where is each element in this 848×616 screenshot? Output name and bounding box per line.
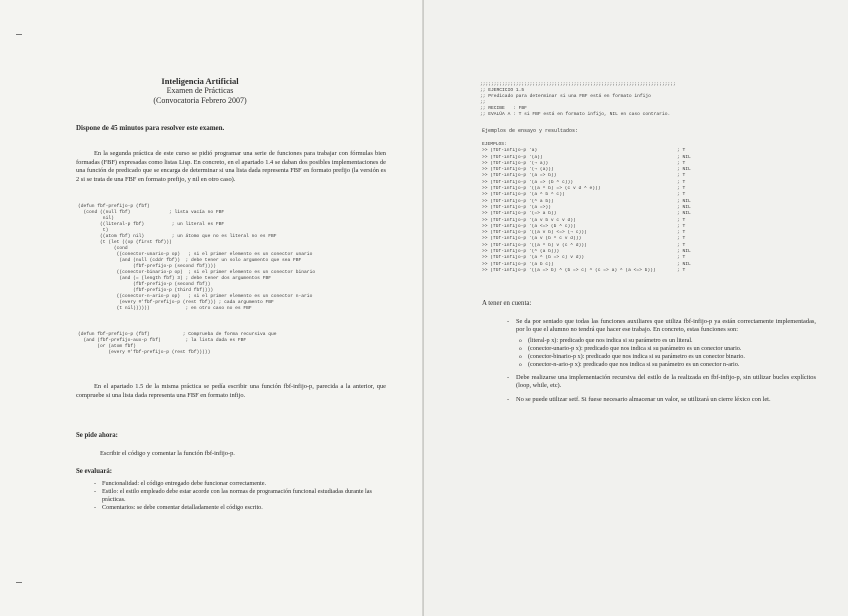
code-line: (and (= (length fbf) 3) ; debe tener dos argumentos FBF [78, 276, 271, 281]
note-auxiliary-functions [516, 318, 816, 369]
test-command: >> (fbf-infijo-p '(a v b v c v d)) [482, 217, 576, 223]
code-line: (or (atom fbf) [78, 344, 136, 349]
notes-heading: A tener en cuenta: [482, 300, 532, 307]
test-command: >> (fbf-infijo-p '((a => b) ^ (b => c) ^ (c => a) ^ (a <=> b))) [482, 267, 656, 273]
test-command: >> (fbf-infijo-p '(a ^ b ^ c)) [482, 192, 565, 198]
test-result: ; NIL [677, 204, 691, 210]
test-result: ; NIL [677, 198, 691, 204]
note-recursive: - Debe realizarse una implementación recursiva del estilo de la realizada en fbf-infijo-p, sin utilizar bucles explícitos (loop, while, etc). [516, 374, 816, 391]
test-command: >> (fbf-infijo-p '(a v (b ^ c v d))) [482, 236, 582, 242]
exam-header [100, 76, 300, 106]
test-result: ; T [677, 223, 686, 229]
auxiliary-functions-list [516, 337, 816, 369]
right-page [424, 0, 848, 616]
exam-session: (Convocatoria Febrero 2007) [153, 96, 247, 105]
test-command: >> (fbf-infijo-p '(¬ a)) [482, 160, 549, 166]
code-line: (every #'fbf-prefijo-p (rest fbf))) ; cada argumento FBF [78, 300, 274, 305]
code-block-prefijo-alt [78, 332, 378, 356]
test-result: ; NIL [677, 167, 691, 173]
aux-literal-p: o (literal-p x): predicado que nos indica si su parámetro es un literal. [528, 337, 816, 345]
test-command: >> (fbf-infijo-p 'a) [482, 148, 538, 154]
aux-conector-binario-p: o (conector-binario-p x): predicado que nos indica si su parámetro es un conector binario. [528, 353, 816, 361]
test-result: ; T [677, 192, 686, 198]
test-result: ; T [677, 186, 686, 192]
eval-item-style: - Estilo: el estilo empleado debe estar acorde con las normas de programación funcional estudiadas durante las prácticas. [102, 488, 392, 504]
code-line: (cond [78, 246, 128, 251]
test-result: ; NIL [677, 211, 691, 217]
exam-title: Inteligencia Artificial [161, 76, 239, 86]
exam-subtitle: Examen de Prácticas [166, 86, 234, 95]
test-result: ; T [677, 160, 686, 166]
test-row [482, 268, 792, 274]
ask-item: Escribir el código y comentar la función fbf-infijo-p. [100, 450, 235, 457]
test-command: >> (fbf-infijo-p '(^ a b)) [482, 198, 554, 204]
eval-list [92, 480, 392, 512]
test-examples [482, 142, 792, 274]
code-line: (t (let ((op (first fbf))) [78, 240, 172, 245]
code-line: (every #'fbf-prefijo-p (rest fbf))))) [78, 350, 211, 355]
code-line: (fbf-prefijo-p (second fbf)))) [78, 264, 216, 269]
test-command: >> (fbf-infijo-p '(a => b)) [482, 173, 557, 179]
code-line: (t nil)))))) ; en otro caso no es FBF [78, 306, 252, 311]
code-line: (and (null (cddr fbf)) ; debe tener un solo argumento que sea FBF [78, 258, 302, 263]
test-command: >> (fbf-infijo-p '(a <=> (b ^ c))) [482, 223, 576, 229]
test-result: ; T [677, 173, 686, 179]
test-result: ; T [677, 255, 686, 261]
test-result: ; NIL [677, 249, 691, 255]
eval-item-functionality: - Funcionalidad: el código entregado debe funcionar correctamente. [102, 480, 392, 488]
header-comment-line: ;; EVALÚA A : T si FBF está en formato infijo, NIL en caso contrario. [480, 112, 671, 117]
test-intro: Ejemplos de ensayo y resultados: [482, 128, 579, 134]
header-comment-line: ;; [480, 100, 486, 105]
header-comment-line: ;; RECIBE : FBF [480, 106, 527, 111]
test-result: ; NIL [677, 261, 691, 267]
code-line: ((conector-binario-p op) ; si el primer elemento es un conector binario [78, 270, 316, 275]
test-result: ; T [677, 179, 686, 185]
test-command: >> (fbf-infijo-p '(=> a b)) [482, 211, 557, 217]
test-command: >> (fbf-infijo-p '(a)) [482, 154, 543, 160]
code-line: (and (fbf-prefijo-aux-p fbf) ; la lista dada es FBF [78, 338, 247, 343]
test-command: >> (fbf-infijo-p '(a b c)) [482, 261, 554, 267]
code-line: ((literal-p fbf) ; un literal es FBF [78, 222, 225, 227]
code-block-prefijo [78, 204, 378, 312]
code-line: ((conector-unario-p op) ; si el primer elemento es un conector unario [78, 252, 313, 257]
second-paragraph: En el apartado 1.5 de la misma práctica se pedía escribir una función fbf-infijo-p, parecida a la anterior, que compruebe si una lista dada representa una FBF en formato infijo. [76, 383, 386, 399]
code-line: ((conector-n-ario-p op) ; si el primer elemento es un conector n-ario [78, 294, 313, 299]
note-no-setf: - No se puede utilizar setf. Si fuese necesario almacenar un valor, se utilizará un cierre léxico con let. [516, 396, 816, 404]
header-comment-line: ;;;;;;;;;;;;;;;;;;;;;;;;;;;;;;;;;;;;;;;;;;;;;;;;;;;;;;;;;;;;;;;;;;;;;;; [480, 82, 676, 87]
test-result: ; T [677, 267, 686, 273]
test-result: ; T [677, 230, 686, 236]
code-line: (defun fbf-prefijo-p (fbf) [78, 204, 150, 209]
test-result: ; T [677, 217, 686, 223]
tests-label: EJEMPLOS: [482, 142, 507, 147]
test-command: >> (fbf-infijo-p '((a ^ b) v (c ^ d))) [482, 242, 587, 248]
code-line: (fbf-prefijo-p (second fbf)) [78, 282, 211, 287]
code-line: (defun fbf-prefijo-p (fbf) ; Comprueba de forma recursiva que [78, 332, 277, 337]
header-comment-line: ;; Predicado para determinar si una FBF está en formato infijo [480, 94, 651, 99]
code-line: (fbf-prefijo-p (third fbf)))) [78, 288, 214, 293]
function-header-comment [480, 82, 800, 118]
test-command: >> (fbf-infijo-p '(^ (a b))) [482, 249, 560, 255]
punch-mark [16, 582, 22, 583]
eval-item-comments: - Comentarios: se debe comentar detalladamente el código escrito. [102, 504, 392, 512]
notes-list [504, 318, 816, 409]
header-comment-line: ;; EJERCICIO 1.5 [480, 88, 525, 93]
intro-paragraph: En la segunda práctica de este curso se pidió programar una serie de funciones para trabajar con fórmulas bien formadas (FBF) expresadas como listas Lisp. En concreto, en el apartado 1.4 se daban dos posibles implementaciones de una función de predicado que se encarga de determinar si una lista dada representa FBF en formato prefijo (la versión es 2 si se trata de una FBF en formato prefijo, y nil en otro caso). [76, 150, 386, 183]
code-line: ((atom fbf) nil) ; un átomo que no es literal no es FBF [78, 234, 277, 239]
test-command: >> (fbf-infijo-p '((a ^ b) => (c v d ^ e))) [482, 186, 601, 192]
ask-heading: Se pide ahora: [76, 432, 118, 439]
test-command: >> (fbf-infijo-p '(a =>)) [482, 204, 551, 210]
test-result: ; T [677, 242, 686, 248]
time-notice: Dispone de 45 minutos para resolver este examen. [76, 124, 225, 132]
test-result: ; T [677, 236, 686, 242]
code-line: nil) [78, 216, 114, 221]
note-auxiliary-text: Se da por sentado que todas las funciones auxiliares que utiliza fbf-infijo-p ya están correctamente implementadas, por lo que el alumno no tendrá que hacer ese trabajo. En concreto, estas funciones son: [516, 318, 816, 334]
test-command: >> (fbf-infijo-p '(a ^ (b => c) v d)) [482, 255, 584, 261]
code-line: (cond ((null fbf) ; lista vacía no FBF [78, 210, 225, 215]
test-result: ; NIL [677, 154, 691, 160]
code-line: t) [78, 228, 109, 233]
aux-conector-n-ario-p: o (conector-n-ario-p x): predicado que nos indica si su parámetro es un conector n-ario. [528, 361, 816, 369]
test-command: >> (fbf-infijo-p '(a => (b ^ c))) [482, 179, 573, 185]
test-command: >> (fbf-infijo-p '(¬ (a))) [482, 167, 554, 173]
punch-mark [16, 34, 22, 35]
test-command: >> (fbf-infijo-p '((a v b) <=> (¬ c))) [482, 230, 587, 236]
eval-heading: Se evaluará: [76, 468, 113, 475]
test-result: ; T [677, 148, 686, 154]
aux-conector-unario-p: o (conector-unario-p x): predicado que nos indica si su parámetro es un conector unario. [528, 345, 816, 353]
